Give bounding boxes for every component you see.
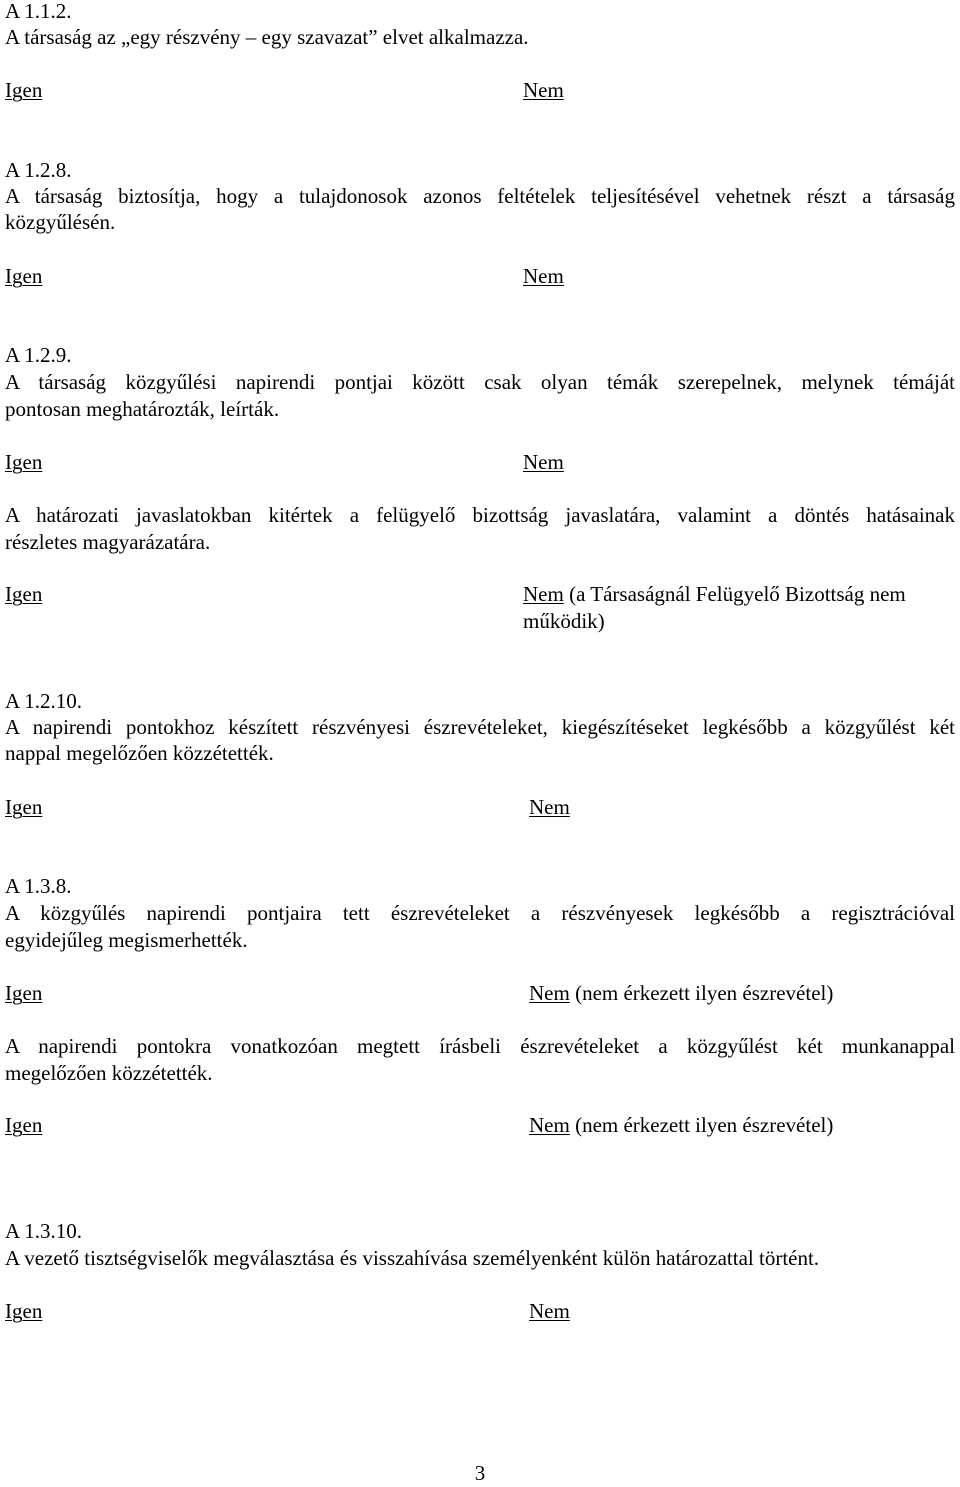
option-yes: Igen [5,1113,43,1137]
option-no-note: (nem érkezett ilyen észrevétel) [569,981,834,1005]
item-text-line-1: A társaság biztosítja, hogy a tulajdonosok azonos feltételek teljesítésével vehetnek részt a társaság [5,184,955,208]
item-text-line-1: A társaság közgyűlési napirendi pontjai között csak olyan témák szerepelnek, melynek témáját [5,370,955,394]
item-text-line-2: nappal megelőzően közzétették. [5,741,274,765]
item-code: A 1.2.9. [5,343,72,367]
option-no-with-note [529,980,833,1007]
sub-question-line-2: részletes magyarázatára. [5,530,211,554]
item-code: A 1.1.2. [5,0,72,23]
page-number: 3 [474,1461,486,1485]
option-no: Nem [523,264,564,288]
option-yes: Igen [5,582,43,606]
option-no-with-note [529,1112,833,1139]
option-no: Nem [529,1299,570,1323]
option-yes: Igen [5,1299,43,1323]
option-no: Nem [529,981,570,1005]
item-code: A 1.3.8. [5,874,72,898]
option-no: Nem [529,1113,570,1137]
item-text-line-1: A közgyűlés napirendi pontjaira tett észrevételeket a részvényesek legkésőbb a regisztrációval [5,901,955,925]
option-yes: Igen [5,795,43,819]
option-no-with-note [523,581,906,608]
option-no-note-line-2: működik) [523,609,605,633]
option-yes: Igen [5,981,43,1005]
option-no: Nem [523,450,564,474]
item-text-line-2: közgyűlésén. [5,210,116,234]
option-no-note: (nem érkezett ilyen észrevétel) [569,1113,834,1137]
option-yes: Igen [5,78,43,102]
item-code: A 1.2.8. [5,158,72,182]
option-no-note: (a Társaságnál Felügyelő Bizottság nem [563,582,906,606]
option-no: Nem [529,795,570,819]
option-no: Nem [523,78,564,102]
option-yes: Igen [5,264,43,288]
item-text: A társaság az „egy részvény – egy szavazat” elvet alkalmazza. [5,25,529,49]
option-no: Nem [523,582,564,606]
item-text: A vezető tisztségviselők megválasztása és visszahívása személyenként külön határozattal történt. [5,1246,820,1270]
item-code: A 1.3.10. [5,1219,83,1243]
item-text-line-2: pontosan meghatározták, leírták. [5,397,280,421]
option-yes: Igen [5,450,43,474]
item-text-line-2: egyidejűleg megismerhették. [5,928,248,952]
sub-question-line-1: A határozati javaslatokban kitértek a felügyelő bizottság javaslatára, valamint a döntés hatásainak [5,503,955,527]
sub-question-line-1: A napirendi pontokra vonatkozóan megtett írásbeli észrevételeket a közgyűlést két munkanappal [5,1034,955,1058]
item-text-line-1: A napirendi pontokhoz készített részvényesi észrevételeket, kiegészítéseket legkésőbb a közgyűlést két [5,715,955,739]
sub-question-line-2: megelőzően közzétették. [5,1061,213,1085]
item-code: A 1.2.10. [5,689,83,713]
